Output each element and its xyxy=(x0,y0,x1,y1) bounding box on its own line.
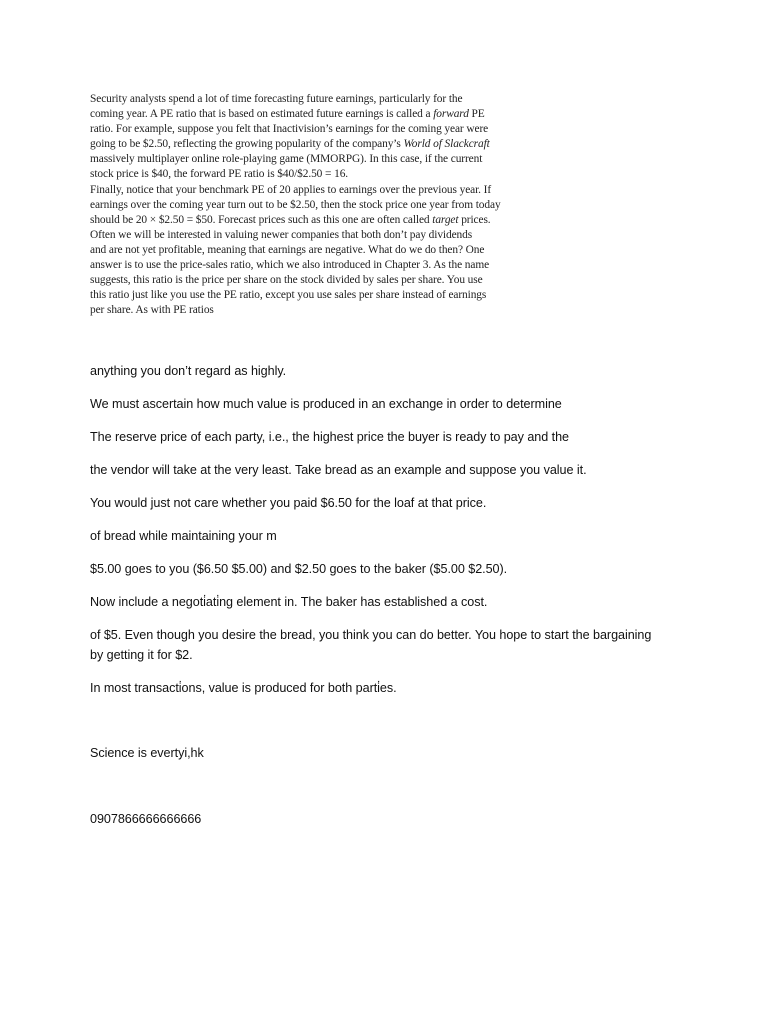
article-text-run: this ratio just like you use the PE ratio, except you use sales per share instead of earnings xyxy=(90,289,487,302)
note-line: of bread while maintaining your m xyxy=(90,529,277,543)
article-text-run: PE xyxy=(468,108,485,121)
article-text-run: massively multiplayer online role-playing game (MMORPG). In this case, if the current xyxy=(90,153,483,166)
article-text-run: Security analysts spend a lot of time forecasting future earnings, particularly for the xyxy=(90,93,463,105)
article-text-run: and are not yet profitable, meaning that earnings are negative. What do we do then? One xyxy=(90,243,485,256)
article-text-run: going to be $2.50, reflecting the growing popularity of the company’s xyxy=(90,138,404,151)
note-line: Now include a negoti̇ati̇ng element in. The baker has established a cost. xyxy=(90,595,488,609)
article-line xyxy=(90,122,560,137)
article-text-run: stock price is $40, the forward PE ratio is $40/$2.50 = 16. xyxy=(90,168,349,181)
note-line: $5.00 goes to you ($6.50 $5.00) and $2.50 goes to the baker ($5.00 $2.50). xyxy=(90,562,508,576)
article-text-run: should be 20 × $2.50 = $50. Forecast prices such as this one are often called xyxy=(90,213,433,226)
article-text-run: ratio. For example, suppose you felt that Inactivision’s earnings for the coming year were xyxy=(90,123,489,136)
article-text-run: prices. xyxy=(458,213,491,226)
article-line xyxy=(90,273,560,288)
article-line xyxy=(90,228,560,243)
article-line xyxy=(90,137,560,152)
article-line xyxy=(90,243,560,258)
article-line xyxy=(90,198,560,213)
article-italic-term: forward xyxy=(433,108,469,121)
note-line: 0907866666666666 xyxy=(90,812,202,826)
article-line xyxy=(90,183,560,198)
note-line: You would just not care whether you paid $6.50 for the loaf at that price. xyxy=(90,496,487,510)
article-italic-term: target xyxy=(432,213,459,226)
note-line: the vendor will take at the very least. Take bread as an example and suppose you value it. xyxy=(90,463,587,477)
article-excerpt xyxy=(90,92,560,318)
note-line: We must ascertain how much value is produced in an exchange in order to determine xyxy=(90,397,562,411)
article-text-run: earnings over the coming year turn out to be $2.50, then the stock price one year from today xyxy=(90,198,501,211)
article-line xyxy=(90,288,560,303)
note-line: In most transacti̇ons, value is produced for both parti̇es. xyxy=(90,681,397,695)
article-line xyxy=(90,167,560,182)
article-italic-term: World of Slackcraft xyxy=(403,138,490,151)
note-line: of $5. Even though you desire the bread, you think you can do better. You hope to start the bargaining xyxy=(90,628,652,642)
article-line xyxy=(90,107,560,122)
note-line: Science is evertyi,hk xyxy=(90,746,204,760)
article-line xyxy=(90,92,560,107)
article-line xyxy=(90,258,560,273)
note-line: anything you don’t regard as highly. xyxy=(90,364,287,378)
article-line xyxy=(90,213,560,228)
article-text-run: coming year. A PE ratio that is based on estimated future earnings is called a xyxy=(90,108,434,121)
article-text-run: per share. As with PE ratios xyxy=(90,304,214,317)
article-line xyxy=(90,152,560,167)
note-line: by getting it for $2. xyxy=(90,648,193,662)
article-text-run: Often we will be interested in valuing newer companies that both don’t pay dividends xyxy=(90,228,473,241)
article-text-run: suggests, this ratio is the price per share on the stock divided by sales per share. You use xyxy=(90,274,483,287)
note-line: The reserve price of each party, i.e., the highest price the buyer is ready to pay and the xyxy=(90,430,569,444)
article-text-run: answer is to use the price-sales ratio, which we also introduced in Chapter 3. As the name xyxy=(90,259,490,272)
article-line xyxy=(90,303,560,318)
article-text-run: Finally, notice that your benchmark PE of 20 applies to earnings over the previous year. If xyxy=(90,183,492,196)
